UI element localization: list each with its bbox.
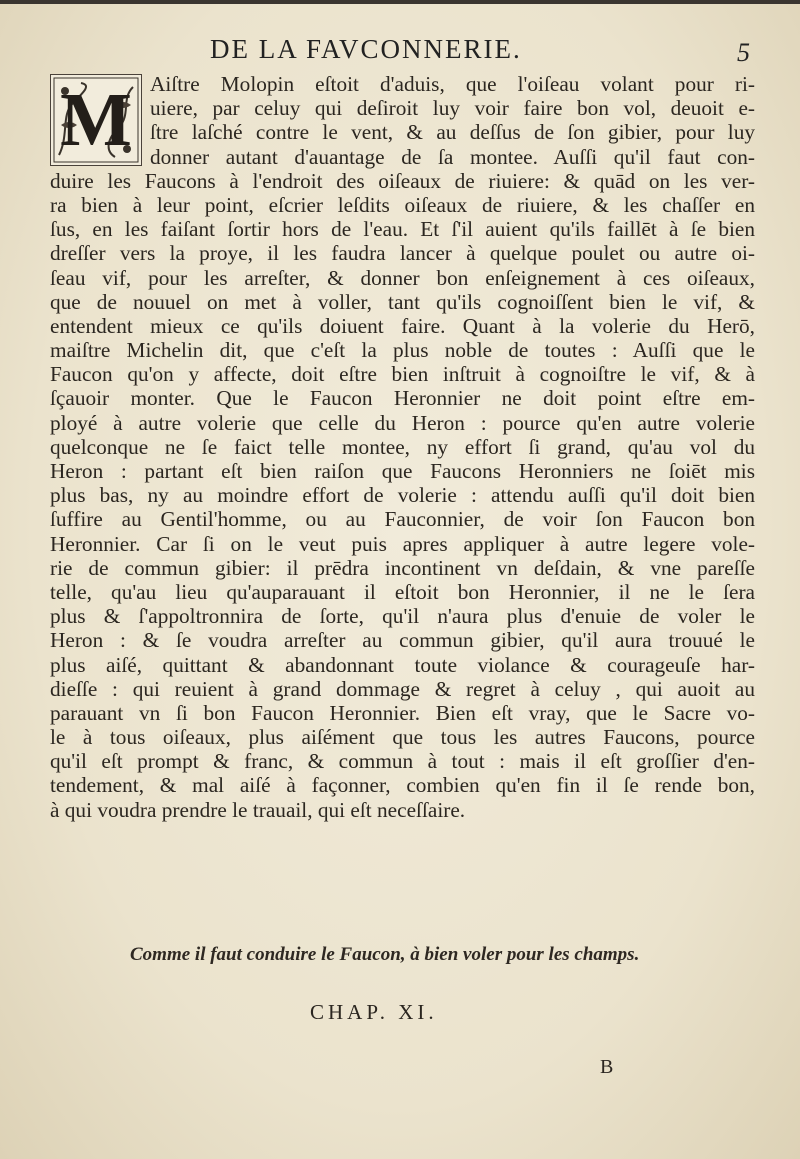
text-line: plus bas, ny au moindre effort de volerie : attendu auſſi qu'il doit bien bbox=[50, 483, 755, 508]
text-line: le à tous oiſeaux, plus aiſément que tous les autres Faucons, pource bbox=[50, 725, 755, 750]
text-line: ſeau vif, pour les arreſter, & donner bon enſeignement à ces oiſeaux, bbox=[50, 265, 755, 290]
text-line-last: à qui voudra prendre le trauail, qui eſt neceſſaire. bbox=[50, 797, 466, 822]
text-line: ployé à autre volerie que celle du Heron : pource qu'en autre volerie bbox=[50, 410, 755, 435]
page-header bbox=[210, 30, 750, 70]
text-line: ſus, en les faiſant ſortir hors de l'eau. Et ſ'il auient qu'ils faillēt à ſe bien bbox=[50, 217, 755, 242]
text-line: plus aiſé, quittant & abandonnant toute violance & courageuſe har- bbox=[50, 652, 755, 677]
text-line: ſtre laſché contre le vent, & au deſſus de ſon gibier, pour luy bbox=[150, 120, 755, 145]
text-line: que de nouuel on met à voller, tant qu'ils cognoiſſent bien le vif, & bbox=[50, 289, 755, 314]
main-text bbox=[50, 72, 755, 822]
signature-mark: B bbox=[600, 1056, 614, 1078]
initial-letter: M bbox=[60, 78, 132, 162]
text-line: tendement, & mal aiſé à façonner, combien qu'en fin il ſe rende bon, bbox=[50, 773, 755, 798]
text-line: plus & ſ'appoltronnira de ſorte, qu'il n'aura plus d'enuie de voler le bbox=[50, 604, 755, 629]
text-line: ra bien à leur point, eſcrier leſdits oiſeaux de riuiere, & les chaſſer en bbox=[50, 192, 755, 217]
text-line: maiſtre Michelin dit, que c'eſt la plus noble de toutes : Auſſi que le bbox=[50, 338, 755, 363]
decorated-initial bbox=[50, 74, 142, 166]
text-line: ſuffire au Gentil'homme, ou au Fauconnier, de voir ſon Faucon bon bbox=[50, 507, 755, 532]
text-line: uiere, par celuy qui deſiroit luy voir faire bon vol, deuoit e- bbox=[150, 96, 755, 121]
text-line: Heronnier. Car ſi on le veut puis apres appliquer à autre legere vole- bbox=[50, 531, 755, 556]
text-line: dreſſer vers la proye, il les faudra lancer à quelque poulet ou autre oi- bbox=[50, 241, 755, 266]
text-line: entendent mieux ce qu'ils doiuent faire. Quant à la volerie du Herō, bbox=[50, 313, 755, 338]
text-line: qu'il eſt prompt & franc, & commun à tout : mais il eſt groſſier d'en- bbox=[50, 749, 755, 774]
text-line: rie de commun gibier: il prēdra incontinent vn deſdain, & vne pareſſe bbox=[50, 555, 755, 580]
text-line: parauant vn ſi bon Faucon Heronnier. Bien eſt vray, que le Sacre vo- bbox=[50, 700, 755, 725]
text-line: Aiſtre Molopin eſtoit d'aduis, que l'oiſeau volant pour ri- bbox=[150, 72, 755, 96]
text-line: ſçauoir monter. Que le Faucon Heronnier ne doit point eſtre em- bbox=[50, 386, 755, 411]
text-line: Faucon qu'on y affecte, doit eſtre bien inſtruit à cognoiſtre le vif, & à bbox=[50, 362, 755, 387]
text-line: dieſſe : qui reuient à grand dommage & regret à celuy , qui auoit au bbox=[50, 676, 755, 701]
chapter-heading: CHAP. XI. bbox=[310, 1000, 438, 1024]
text-line: duire les Faucons à l'endroit des oiſeaux de riuiere: & quād on les ver- bbox=[50, 168, 755, 193]
text-line: Heron : & ſe voudra arreſter au commun gibier, qu'il aura trouué le bbox=[50, 628, 755, 653]
text-line: Heron : partant eſt bien raiſon que Faucons Heronniers ne ſoiēt mis bbox=[50, 459, 755, 483]
text-line: donner autant d'auantage de ſa montee. Auſſi qu'il faut con- bbox=[150, 144, 755, 169]
text-line: telle, qu'au lieu qu'auparauant il eſtoit bon Heronnier, il ne le ſera bbox=[50, 579, 755, 604]
page-number: 5 bbox=[737, 38, 750, 67]
chapter-caption: Comme il faut conduire le Faucon, à bien voler pour les champs. bbox=[130, 944, 640, 965]
running-head: DE LA FAVCONNERIE. bbox=[210, 34, 522, 64]
text-line: quelconque ne ſe faict telle montee, ny effort ſi grand, qu'au vol du bbox=[50, 434, 755, 459]
